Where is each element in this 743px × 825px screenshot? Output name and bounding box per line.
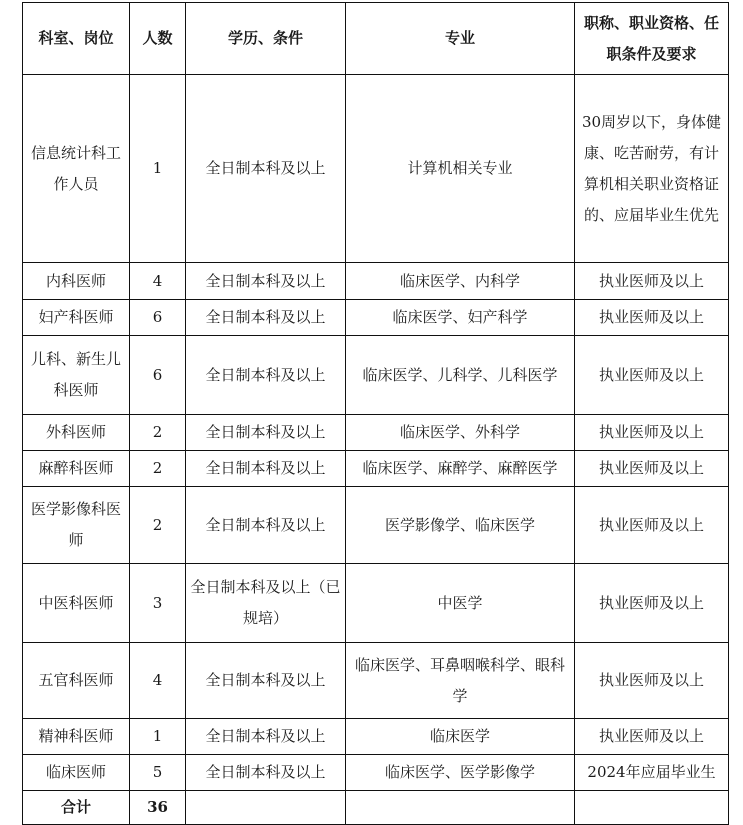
cell-dept: 麻醉科医师	[23, 451, 130, 487]
cell-education: 全日制本科及以上（已规培）	[186, 564, 346, 643]
cell-education: 全日制本科及以上	[186, 75, 346, 263]
recruitment-table	[22, 2, 729, 825]
table-row	[23, 451, 729, 487]
cell-requirements: 执业医师及以上	[575, 719, 729, 755]
cell-requirements: 执业医师及以上	[575, 263, 729, 300]
cell-dept: 儿科、新生儿科医师	[23, 336, 130, 415]
cell-requirements: 执业医师及以上	[575, 643, 729, 719]
cell-education: 全日制本科及以上	[186, 643, 346, 719]
table-row	[23, 263, 729, 300]
table-row	[23, 643, 729, 719]
cell-dept: 医学影像科医师	[23, 487, 130, 564]
cell-requirements: 执业医师及以上	[575, 564, 729, 643]
cell-count: 4	[130, 263, 186, 300]
header-requirements: 职称、职业资格、任职条件及要求	[575, 3, 729, 75]
cell-dept: 内科医师	[23, 263, 130, 300]
cell-major: 临床医学、麻醉学、麻醉医学	[346, 451, 575, 487]
cell-count: 2	[130, 451, 186, 487]
table-row	[23, 719, 729, 755]
cell-education: 全日制本科及以上	[186, 487, 346, 564]
cell-count: 3	[130, 564, 186, 643]
table-header-row	[23, 3, 729, 75]
cell-count: 5	[130, 755, 186, 791]
cell-dept: 五官科医师	[23, 643, 130, 719]
cell-major: 临床医学	[346, 719, 575, 755]
cell-empty	[346, 791, 575, 825]
cell-major: 中医学	[346, 564, 575, 643]
cell-major: 临床医学、外科学	[346, 415, 575, 451]
cell-count: 2	[130, 415, 186, 451]
cell-major: 临床医学、耳鼻咽喉科学、眼科学	[346, 643, 575, 719]
cell-empty	[575, 791, 729, 825]
cell-education: 全日制本科及以上	[186, 300, 346, 336]
cell-empty	[186, 791, 346, 825]
header-education: 学历、条件	[186, 3, 346, 75]
cell-education: 全日制本科及以上	[186, 719, 346, 755]
cell-requirements: 2024年应届毕业生	[575, 755, 729, 791]
cell-requirements: 执业医师及以上	[575, 336, 729, 415]
cell-count: 6	[130, 336, 186, 415]
cell-count: 4	[130, 643, 186, 719]
cell-major: 医学影像学、临床医学	[346, 487, 575, 564]
table-row	[23, 564, 729, 643]
cell-major: 临床医学、妇产科学	[346, 300, 575, 336]
cell-total-label: 合计	[23, 791, 130, 825]
cell-requirements: 执业医师及以上	[575, 451, 729, 487]
cell-education: 全日制本科及以上	[186, 415, 346, 451]
table-total-row	[23, 791, 729, 825]
table-row	[23, 300, 729, 336]
cell-count: 1	[130, 719, 186, 755]
cell-dept: 外科医师	[23, 415, 130, 451]
cell-requirements: 30周岁以下，身体健康、吃苦耐劳，有计算机相关职业资格证的、应届毕业生优先	[575, 75, 729, 263]
cell-major: 临床医学、儿科学、儿科医学	[346, 336, 575, 415]
header-major: 专业	[346, 3, 575, 75]
table-row	[23, 415, 729, 451]
header-dept: 科室、岗位	[23, 3, 130, 75]
cell-major: 临床医学、医学影像学	[346, 755, 575, 791]
cell-count: 1	[130, 75, 186, 263]
cell-total-count: 36	[130, 791, 186, 825]
cell-count: 6	[130, 300, 186, 336]
cell-dept: 临床医师	[23, 755, 130, 791]
table-row	[23, 487, 729, 564]
cell-education: 全日制本科及以上	[186, 336, 346, 415]
cell-count: 2	[130, 487, 186, 564]
table-row	[23, 336, 729, 415]
cell-dept: 中医科医师	[23, 564, 130, 643]
cell-education: 全日制本科及以上	[186, 451, 346, 487]
cell-education: 全日制本科及以上	[186, 755, 346, 791]
cell-major: 计算机相关专业	[346, 75, 575, 263]
cell-dept: 精神科医师	[23, 719, 130, 755]
cell-requirements: 执业医师及以上	[575, 487, 729, 564]
cell-education: 全日制本科及以上	[186, 263, 346, 300]
header-count: 人数	[130, 3, 186, 75]
cell-major: 临床医学、内科学	[346, 263, 575, 300]
table-row	[23, 75, 729, 263]
cell-dept: 信息统计科工作人员	[23, 75, 130, 263]
cell-requirements: 执业医师及以上	[575, 300, 729, 336]
cell-requirements: 执业医师及以上	[575, 415, 729, 451]
cell-dept: 妇产科医师	[23, 300, 130, 336]
table-row	[23, 755, 729, 791]
